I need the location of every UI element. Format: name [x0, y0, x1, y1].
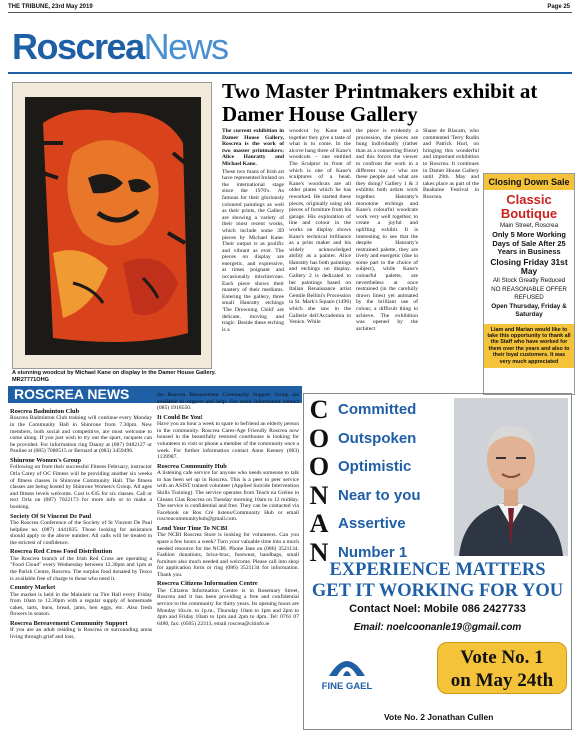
roscrea-news-column-1 — [10, 406, 152, 730]
item-2-body: Following on from their successful Fitness February, instructor Orla Carey of OC Fitness will be providing another six weeks of fitness classes in Shinrone Community Hall. The fitness classes are being hosted by Shinrone Women's Group. All ages and fitness levels welcome. Cost is €45 for six classes. Call or text Orla on (087) 7022173 for more info or to make a booking. — [10, 464, 152, 510]
item-10-body: The Citizens Information Centre is in Rosemary Street, Roscrea and it has been providing a free and confidential service to the community for thirty years. Its opening hours are Monday 10a.m. to 1p.m., Thursday 10am to 1pm and 2pm to 4pm and Friday 10am to 1pm and 2pm to 4pm. Tel: 0761 07 6480, fax: (0505) 22313, email roscrea@citinfo.ie — [157, 587, 299, 627]
item-10-head: Roscrea Citizens Information Centre — [157, 580, 258, 588]
ad-line-3: All Stock Greatly Reduced — [492, 277, 566, 285]
feature-column-3 — [356, 128, 418, 380]
item-1-body: Roscrea Badminton Club training will continue every Monday in the Community Hall in Shinrone from 7.30pm. New members, both social and competitive, are most welcome to come along. If you just wish to try out the sport, racquets can be provided. For information ring Danny at (087) 9482127 or Pauline at (085) 7080515 or Bernard at (083) 3459496. — [10, 415, 152, 455]
feature-col2-text: woodcut by Kane and together they give a taste of what is to come. In the alcove hang three of Kane's woodcuts – one entitled The Sculptor in front of which is one of Kane's sculptures of a head. Kane's woodcuts are all older plates which he has reworked. He started these pieces, originally using old pieces of furniture from his garage. His exploration of line and colour in the works on display shows Kane's technical brilliance as a print maker and his widely acknowledged ability as a painter. Alice Hanratty has both paintings and etchings on display. Gallery 2 is dedicated to her paintings based on Italian Renaissance artist Gentile Bellini's Procession in St. Mark's Square (1496) which she saw in the Gallerie dell'Accademia in Venice. While — [289, 128, 351, 326]
feature-column-2 — [289, 128, 351, 380]
feature-headline: Two Master Printmakers exhibit at Damer House Gallery — [222, 79, 538, 126]
roscrea-news-title: ROSCREA NEWS — [8, 386, 302, 403]
roscrea-news-column-2 — [157, 392, 299, 730]
thank-you-note: Liam and Marian would like to take this opportunity to thank all the Staff who have worked for them over the years and also to their loyal customers. It was very much appreciated — [484, 324, 574, 368]
item-5-body: The market is held in the Mainistir na Tire Hall every Friday from 10am to 12.30pm with a regular supply of homemade cakes, tarts, buns, bread, jams, hen eggs, etc. Also fresh flowers in season. — [10, 591, 152, 618]
vote-number-one — [437, 642, 567, 694]
slogan: Assertive — [338, 515, 406, 532]
feature-col4-text: Shane de Blacam, who commented 'Terry Rudin and Patrick Hurl, on bringing this wonderful and important exhibition to Roscrea. It continues in Damer House Gallery until 29th. May and takes place as part of the Bealtaine Festival in Roscrea. — [423, 128, 479, 200]
slogan: Near to you — [338, 486, 421, 504]
letter-a: A — [309, 509, 329, 538]
shop-address: Main Street, Roscrea — [499, 222, 559, 229]
letter-n: N — [309, 480, 329, 510]
vote-line-2: on May 24th — [450, 670, 554, 691]
party-name: FINE GAEL — [321, 681, 373, 692]
item-4-head: Roscrea Red Cross Food Distribution — [10, 548, 113, 556]
vote-line-1: Vote No. 1 — [460, 647, 544, 668]
item-9-body: The NCBI Roscrea Store is looking for volunteers. Can you spare a few hours a week? Turn your valuable time into a much needed resource for the NCBI. Phone Jane on (086) 3521134. Fashion donations, brica-brac, footwear, handbags, small furniture also much needed and welcome. Please call into shop for application form or ring (086) 3521134 for information. Thank you. — [157, 532, 299, 578]
letter-c: C — [309, 395, 329, 424]
feature-col3-text: the piece is evidently a procession, the pieces are hung individually (rather than as a connecting frieze) and this forces the viewer to confront the work in a different way – who are these people and what are they doing? Gallery 1 & 3 exhibits both artists work together. Hanratty's monotone etchings and Kane's colourful woodcuts work very well together, to create a joyful and uplifting exhibit. It is interesting to see that the despite Hanratty's restrained palette, they are lively and energetic (due in some part to the choice of subject), while Kane's colourful palette, are nevertheless at once restrained (in the carefully drawn lines) yet animated by the brilliant use of colour, a difficult thing to achieve. The exhibition was opened by the architect — [356, 128, 418, 332]
ad-line-4: NO REASONABLE OFFER REFUSED — [491, 286, 567, 301]
contact-email: Email: noelcoonanle19@gmail.com — [353, 622, 522, 633]
item-6-body: If you are an adult residing is Roscrea or surrounding areas living through grief and loss, — [10, 627, 152, 640]
get-it-working: GET IT WORKING FOR YOU — [311, 581, 564, 601]
masthead-rule — [8, 72, 572, 74]
item-6-continued: the Roscrea Bereavement Community Support Group are available to support and help. For more information contact (085) 1918550. — [157, 392, 299, 412]
item-3-body: The Roscrea Conference of the Society of St Vincent De Paul helpline no. (087) 4441835. Those looking for assistance should apply to the above number. All calls will be treated in the strictest of confidence. — [10, 519, 152, 546]
ad-line-1: Only 5 More Working Days of Sale After 25 Years in Business — [492, 230, 566, 257]
woodcut-photo — [12, 82, 212, 369]
header-rule — [8, 12, 572, 13]
party-logo — [312, 652, 382, 692]
item-5-head: Country Market — [10, 584, 56, 592]
page-number: Page 25 — [547, 4, 570, 10]
contact-mobile: Contact Noel: Mobile 086 2427733 — [349, 603, 526, 615]
ad-line-5: Open Thursday, Friday & Saturday — [491, 302, 567, 319]
issue-date: THE TRIBUNE, 23rd May 2019 — [8, 4, 93, 10]
woodcut-illustration — [13, 83, 212, 369]
item-8-head: Roscrea Community Hub — [157, 462, 227, 470]
item-8-body: A listening cafe service for anyone who needs someone to talk to has been set up in Roscrea. This is a peer to peer service with an ASIST trained volunteer (Applied Suicide Intervention Skills Training). The service operates from Teach na Gréine in Gleann Glas Roscrea on Tuesday morning 10am to 12 midday. The service is confidential and free. They can be contacted via Facebook on Ros Cré listens/Community Hub or email roscreacommunityhub@gmail.com. — [157, 470, 299, 523]
item-6-head: Roscrea Bereavement Community Support — [10, 619, 128, 627]
letter-o: O — [308, 452, 330, 481]
feature-column-4 — [423, 128, 479, 380]
feature-column-1 — [222, 128, 284, 380]
slogan: Optimistic — [338, 458, 412, 475]
closing-banner: Closing Down Sale — [484, 174, 574, 190]
fine-gael-logo-icon — [327, 652, 367, 678]
letter-n: N — [309, 537, 329, 567]
item-3-head: Society Of St Vincent De Paul — [10, 512, 92, 520]
item-7-body: Have you an hour a week to spare to befriend an elderly person in the community. Roscrea Cares-Age Friendly Roscrea now housed in the beautifully restored courthouse is looking for volunteers to visit or phone a member of the community once a week. For further information contact Anne Keeney (083) 1139987. — [157, 421, 299, 461]
section-masthead — [12, 28, 228, 66]
experience-slogan — [304, 560, 571, 602]
coonan-election-ad — [303, 393, 572, 730]
surname-letters — [308, 396, 330, 567]
item-7-head: It Could Be You! — [157, 413, 203, 421]
feature-column-5 — [483, 128, 575, 172]
item-1-head: Roscrea Badminton Club — [10, 408, 80, 415]
vote-number-two: Vote No. 2 Jonathan Cullen — [384, 712, 494, 722]
photo-caption: A stunning woodcut by Michael Kane on display in the Damer House Gallery. MR27771OHG — [12, 370, 216, 383]
item-2-head: Shinrone Women's Group — [10, 456, 82, 464]
slogan-list — [338, 397, 448, 568]
masthead-roscrea: Roscrea — [12, 26, 144, 67]
feature-intro: The current exhibition in Damer House Gallery, Roscrea is the work of two master printmakers; Alice Hanratty and Michael Kane. — [222, 128, 284, 167]
feature-col1-text: These two titans of Irish art have represented Ireland on the international stage since the 1970's. As famous for their gloriously coloured paintings as well as their prints, the Gallery are showing a variety of their most recent works, which include some 3D pieces by Michael Kane. Their output is as prolific and vibrant as ever. The pieces on display are energetic, and expressive, at times poignant and occasionally mischievous. Each piece shows their mastery of their mediums. Entering the gallery, three small Hanratty etchings 'The Drowning Child' are delicate, moving and tragic. Beside these etching is a — [222, 168, 284, 333]
slogan: Committed — [338, 401, 417, 418]
ad-line-2: Closing Friday 31st May — [490, 257, 568, 276]
candidate-portrait — [454, 398, 568, 556]
item-9-head: Lend Your Time To NCBI — [157, 524, 228, 532]
experience-matters: EXPERIENCE MATTERS — [329, 560, 546, 580]
slogan: Number 1 — [338, 543, 408, 561]
candidate-photo — [454, 398, 568, 556]
slogan: Outspoken — [338, 429, 417, 447]
item-4-body: The Roscrea branch of the Irish Red Cross are operating a "Food Cloud" every Wednesday between 12.30pm and 1pm at the Parish Centre, Roscrea. The surplus food donated by Tesco is available free of charge to those who need it. — [10, 555, 152, 582]
masthead-news: News — [143, 26, 228, 67]
closing-down-ad — [483, 173, 575, 395]
shop-name: Classic Boutique — [500, 192, 558, 221]
letter-o: O — [308, 423, 330, 453]
